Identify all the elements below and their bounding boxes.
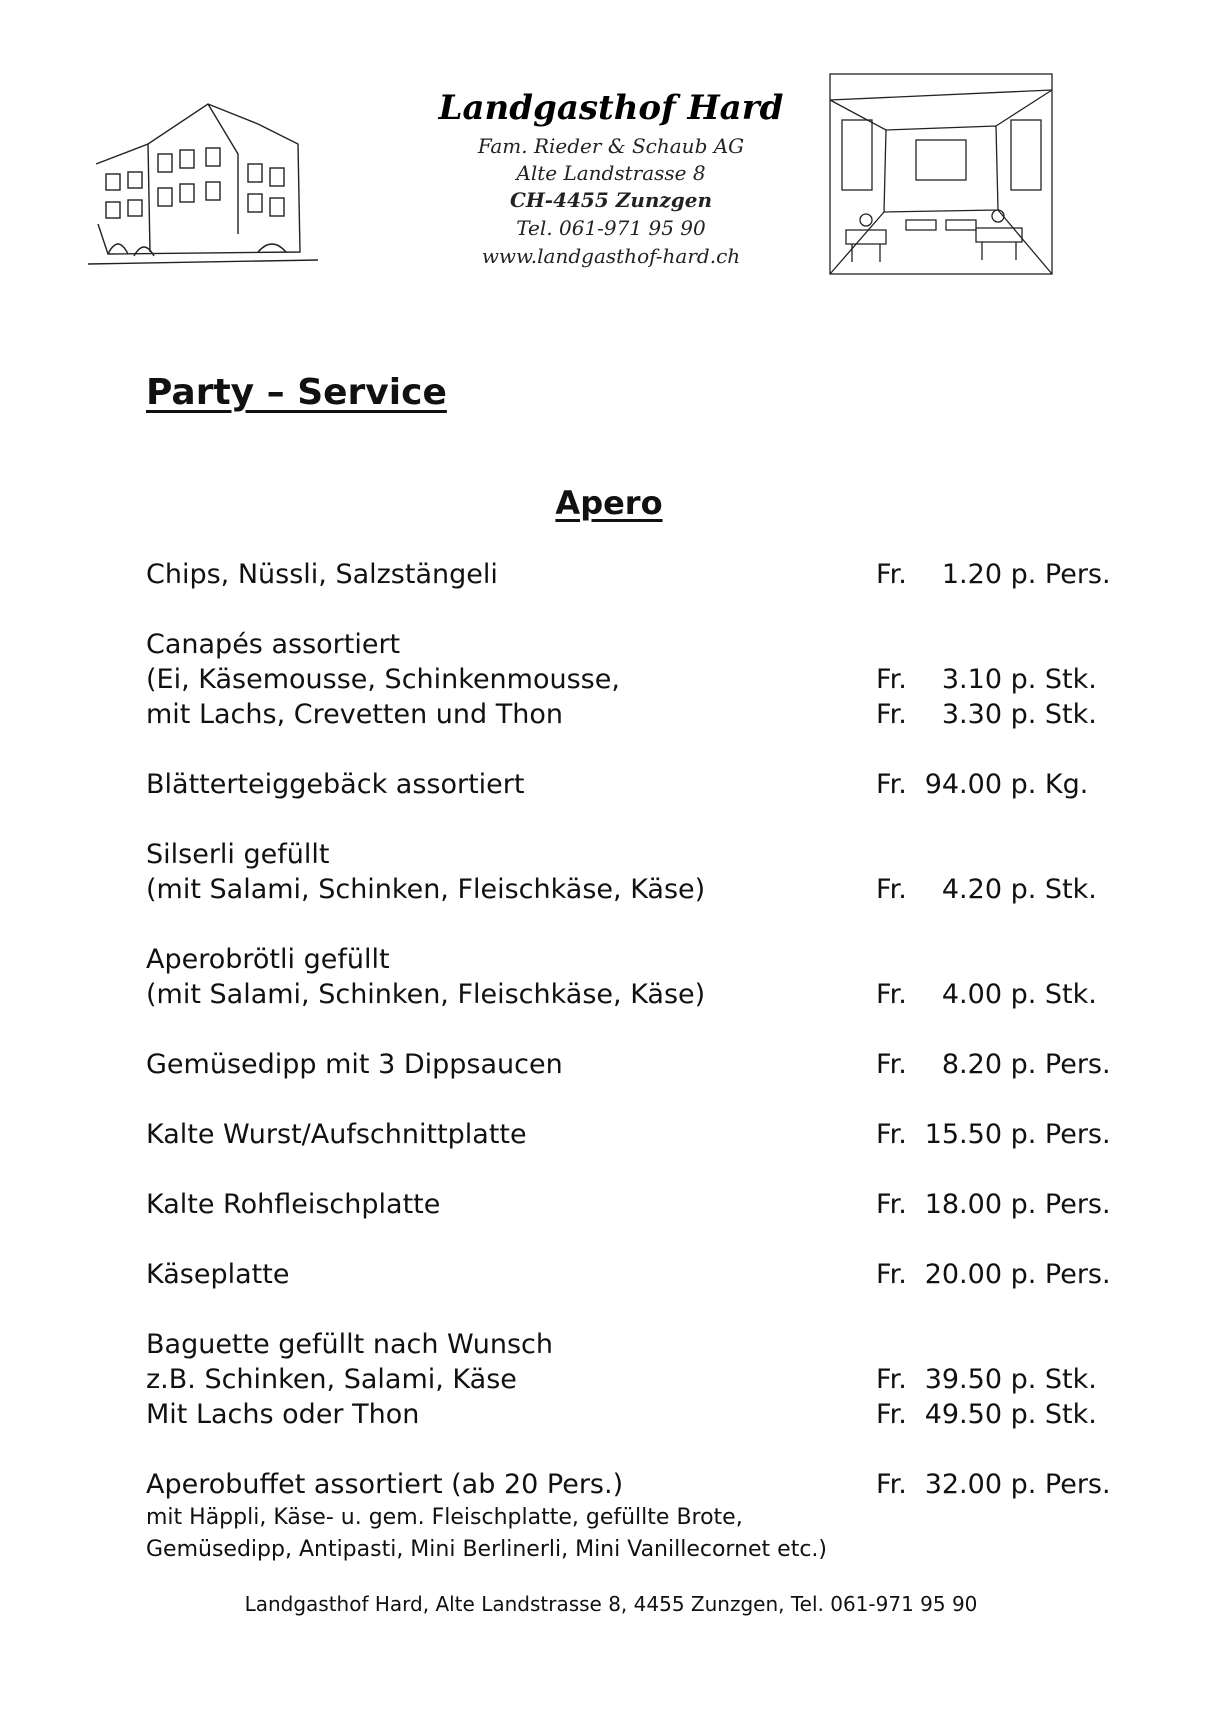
restaurant-name: Landgasthof Hard — [438, 88, 784, 128]
price — [876, 767, 1088, 802]
price — [876, 1117, 1111, 1152]
price — [876, 662, 1097, 697]
price-amount: 32.00 — [924, 1469, 1002, 1500]
price-currency: Fr. — [876, 1364, 907, 1395]
price — [876, 872, 1097, 907]
menu-item: Canapés assortiert — [146, 629, 401, 660]
price-amount: 20.00 — [924, 1259, 1002, 1290]
price-amount: 39.50 — [924, 1364, 1002, 1395]
menu-item: Chips, Nüssli, Salzstängeli — [146, 559, 498, 590]
menu-item: Aperobuffet assortiert (ab 20 Pers.) — [146, 1469, 624, 1500]
footer-address: Landgasthof Hard, Alte Landstrasse 8, 4455 Zunzgen, Tel. 061-971 95 90 — [244, 1592, 978, 1616]
menu-item: Baguette gefüllt nach Wunsch — [146, 1329, 554, 1360]
price-unit: p. Stk. — [1010, 1399, 1097, 1430]
price — [876, 1467, 1111, 1502]
menu-item: (mit Salami, Schinken, Fleischkäse, Käse) — [146, 979, 706, 1010]
price-amount: 15.50 — [924, 1119, 1002, 1150]
price-amount: 18.00 — [924, 1189, 1002, 1220]
price-currency: Fr. — [876, 1189, 907, 1220]
price-currency: Fr. — [876, 1469, 907, 1500]
price — [876, 1187, 1111, 1222]
price-unit: p. Pers. — [1010, 1469, 1111, 1500]
price-amount: 3.10 — [941, 664, 1002, 695]
section-title-text: Apero — [555, 484, 663, 522]
website: www.landgasthof-hard.ch — [481, 244, 741, 268]
price-unit: p. Pers. — [1010, 1049, 1111, 1080]
price-amount: 8.20 — [941, 1049, 1002, 1080]
owners: Fam. Rieder & Schaub AG — [477, 134, 745, 158]
price-currency: Fr. — [876, 1119, 907, 1150]
menu-item: Gemüsedipp mit 3 Dippsaucen — [146, 1049, 563, 1080]
menu-item: Aperobrötli gefüllt — [146, 944, 390, 975]
price-amount: 4.00 — [941, 979, 1002, 1010]
price-unit: p. Pers. — [1010, 559, 1111, 590]
price-currency: Fr. — [876, 769, 907, 800]
price — [876, 697, 1097, 732]
menu-note: Gemüsedipp, Antipasti, Mini Berlinerli, Mini Vanillecornet etc.) — [146, 1537, 828, 1562]
menu-item: (mit Salami, Schinken, Fleischkäse, Käse) — [146, 874, 706, 905]
menu-item: (Ei, Käsemousse, Schinkenmousse, — [146, 664, 620, 695]
price-amount: 3.30 — [941, 699, 1002, 730]
price — [876, 1047, 1111, 1082]
price-unit: p. Pers. — [1010, 1259, 1111, 1290]
menu-note: mit Häppli, Käse- u. gem. Fleischplatte, gefüllte Brote, — [146, 1505, 743, 1530]
street: Alte Landstrasse 8 — [516, 161, 706, 185]
menu-item: Mit Lachs oder Thon — [146, 1399, 420, 1430]
price — [876, 1362, 1097, 1397]
menu-item: z.B. Schinken, Salami, Käse — [146, 1364, 517, 1395]
price-unit: p. Pers. — [1010, 1119, 1111, 1150]
price — [876, 1397, 1097, 1432]
price-currency: Fr. — [876, 699, 907, 730]
price-currency: Fr. — [876, 979, 907, 1010]
price-amount: 4.20 — [941, 874, 1002, 905]
menu-item: Käseplatte — [146, 1259, 290, 1290]
phone: Tel. 061-971 95 90 — [516, 216, 706, 240]
price-currency: Fr. — [876, 1399, 907, 1430]
price — [876, 977, 1097, 1012]
price-currency: Fr. — [876, 664, 907, 695]
menu-item: mit Lachs, Crevetten und Thon — [146, 699, 563, 730]
price-unit: p. Stk. — [1010, 664, 1097, 695]
price — [876, 557, 1111, 592]
price-unit: p. Pers. — [1010, 1189, 1111, 1220]
price-amount: 1.20 — [941, 559, 1002, 590]
price-currency: Fr. — [876, 1259, 907, 1290]
page-title: Party – Service — [146, 372, 447, 413]
price-unit: p. Stk. — [1010, 699, 1097, 730]
menu-item: Kalte Rohfleischplatte — [146, 1189, 441, 1220]
price-unit: p. Stk. — [1010, 1364, 1097, 1395]
section-title — [0, 484, 1222, 522]
menu-item: Blätterteiggebäck assortiert — [146, 769, 525, 800]
price-unit: p. Stk. — [1010, 874, 1097, 905]
price-currency: Fr. — [876, 1049, 907, 1080]
city: CH-4455 Zunzgen — [509, 188, 713, 212]
price-currency: Fr. — [876, 874, 907, 905]
price-amount: 94.00 — [924, 769, 1002, 800]
price-unit: p. Stk. — [1010, 979, 1097, 1010]
menu-item: Kalte Wurst/Aufschnittplatte — [146, 1119, 527, 1150]
price — [876, 1257, 1111, 1292]
price-unit: p. Kg. — [1010, 769, 1089, 800]
price-amount: 49.50 — [924, 1399, 1002, 1430]
price-currency: Fr. — [876, 559, 907, 590]
menu-item: Silserli gefüllt — [146, 839, 330, 870]
